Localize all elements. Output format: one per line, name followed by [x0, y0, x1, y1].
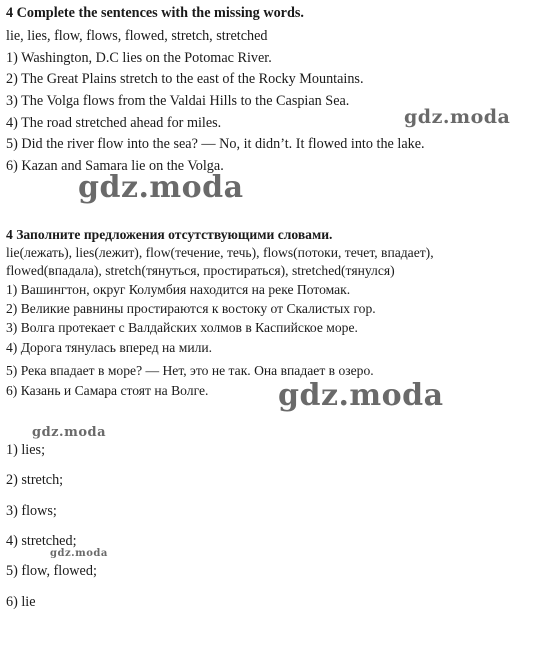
sentence-ru-1: 1) Вашингтон, округ Колумбия находится на реке Потомак.: [6, 282, 351, 297]
exercise-heading-en: 4 Complete the sentences with the missing words.: [6, 5, 304, 21]
sentence-en-2: 2) The Great Plains stretch to the east of the Rocky Mountains.: [6, 71, 364, 87]
word-bank-en: lie, lies, flow, flows, flowed, stretch, stretched: [6, 28, 268, 44]
watermark: gdz.moda: [32, 425, 107, 440]
sentence-ru-4: 4) Дорога тянулась вперед на мили.: [6, 340, 213, 355]
watermark: gdz.moda: [78, 170, 244, 205]
sentence-ru-5: 5) Река впадает в море? — Нет, это не так. Она впадает в озеро.: [6, 363, 374, 378]
answer-5: 5) flow, flowed;: [6, 563, 97, 579]
watermark: gdz.moda: [50, 548, 108, 559]
sentence-en-6: 6) Kazan and Samara lie on the Volga.: [6, 158, 224, 174]
sentence-ru-2: 2) Великие равнины простираются к востоку от Скалистых гор.: [6, 301, 376, 316]
answer-3: 3) flows;: [6, 503, 57, 519]
exercise-heading-ru: 4 Заполните предложения отсутствующими словами.: [6, 227, 333, 242]
answer-4: 4) stretched;: [6, 533, 77, 549]
answer-2: 2) stretch;: [6, 472, 64, 488]
sentence-en-5: 5) Did the river flow into the sea? — No, it didn’t. It flowed into the lake.: [6, 136, 425, 152]
sentence-ru-3: 3) Волга протекает с Валдайских холмов в Каспийское море.: [6, 320, 358, 335]
sentence-en-1: 1) Washington, D.C lies on the Potomac River.: [6, 50, 272, 66]
answer-1: 1) lies;: [6, 442, 46, 458]
sentence-ru-6: 6) Казань и Самара стоят на Волге.: [6, 383, 209, 398]
word-bank-ru-line1: lie(лежать), lies(лежит), flow(течение, течь), flows(потоки, течет, впадает),: [6, 245, 434, 260]
watermark: gdz.moda: [404, 106, 511, 128]
watermark: gdz.moda: [278, 378, 444, 413]
answer-6: 6) lie: [6, 594, 36, 610]
word-bank-ru-line2: flowed(впадала), stretch(тянуться, простираться), stretched(тянулся): [6, 263, 395, 278]
sentence-en-3: 3) The Volga flows from the Valdai Hills to the Caspian Sea.: [6, 93, 350, 109]
sentence-en-4: 4) The road stretched ahead for miles.: [6, 115, 222, 131]
